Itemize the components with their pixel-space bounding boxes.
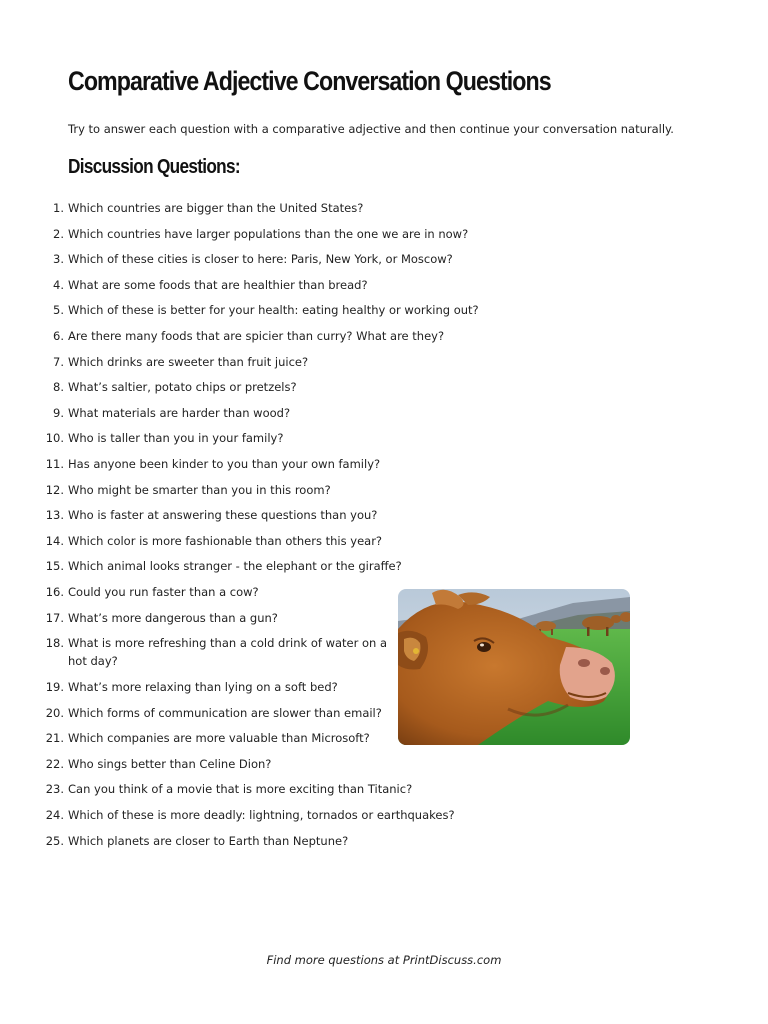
question-item bbox=[0, 225, 768, 251]
question-item bbox=[0, 199, 768, 225]
intro-text: Try to answer each question with a comparative adjective and then continue your conversation naturally. bbox=[68, 122, 674, 136]
question-number: 3. bbox=[53, 252, 64, 267]
cow-photo bbox=[398, 589, 630, 745]
question-text: Who might be smarter than you in this room? bbox=[68, 482, 331, 497]
page-title: Comparative Adjective Conversation Questions bbox=[68, 66, 551, 96]
question-item bbox=[0, 780, 768, 806]
question-text: Who sings better than Celine Dion? bbox=[68, 756, 272, 771]
question-item bbox=[0, 276, 768, 302]
question-number: 19. bbox=[45, 680, 64, 695]
footer-credit: Find more questions at PrintDiscuss.com bbox=[266, 953, 502, 967]
question-number: 14. bbox=[45, 533, 64, 548]
question-number: 24. bbox=[45, 808, 64, 823]
question-number: 16. bbox=[45, 584, 64, 599]
question-item bbox=[0, 301, 768, 327]
question-item bbox=[0, 755, 768, 781]
question-text: Which planets are closer to Earth than Neptune? bbox=[68, 833, 349, 848]
question-text: Which of these is more deadly: lightning, tornados or earthquakes? bbox=[68, 808, 455, 823]
question-item bbox=[0, 481, 768, 507]
question-number: 17. bbox=[45, 610, 64, 625]
question-item bbox=[0, 532, 768, 558]
question-text: What’s saltier, potato chips or pretzels? bbox=[68, 380, 297, 395]
section-heading: Discussion Questions: bbox=[68, 156, 240, 178]
question-number: 6. bbox=[53, 328, 64, 343]
question-item bbox=[0, 832, 768, 858]
question-text: Can you think of a movie that is more exciting than Titanic? bbox=[68, 782, 413, 797]
question-item bbox=[0, 704, 768, 730]
question-number: 13. bbox=[45, 508, 64, 523]
question-item bbox=[0, 353, 768, 379]
question-text: Which of these is better for your health: eating healthy or working out? bbox=[68, 303, 479, 318]
question-item bbox=[0, 557, 768, 583]
question-number: 9. bbox=[53, 405, 64, 420]
question-number: 22. bbox=[45, 756, 64, 771]
question-text: Has anyone been kinder to you than your own family? bbox=[68, 456, 381, 471]
question-item bbox=[0, 506, 768, 532]
question-text: Which color is more fashionable than others this year? bbox=[68, 533, 383, 548]
question-number: 20. bbox=[45, 705, 64, 720]
question-number: 8. bbox=[53, 380, 64, 395]
question-number: 21. bbox=[45, 731, 64, 746]
question-text: Could you run faster than a cow? bbox=[68, 584, 259, 599]
question-item bbox=[0, 404, 768, 430]
question-number: 12. bbox=[45, 482, 64, 497]
question-number: 25. bbox=[45, 833, 64, 848]
question-text: Which countries have larger populations than the one we are in now? bbox=[68, 226, 469, 241]
question-number: 5. bbox=[53, 303, 64, 318]
question-item bbox=[0, 429, 768, 455]
question-number: 2. bbox=[53, 226, 64, 241]
question-text: Which countries are bigger than the United States? bbox=[68, 201, 364, 215]
question-number: 10. bbox=[45, 431, 64, 446]
question-text: What are some foods that are healthier than bread? bbox=[68, 277, 368, 292]
question-text: Which animal looks stranger - the elephant or the giraffe? bbox=[68, 559, 402, 574]
question-text: Who is faster at answering these questions than you? bbox=[68, 508, 378, 523]
question-number: 1. bbox=[53, 201, 64, 215]
question-item bbox=[0, 678, 768, 704]
question-number: 23. bbox=[45, 782, 64, 797]
question-item bbox=[0, 634, 768, 678]
question-item bbox=[0, 583, 768, 609]
question-item bbox=[0, 806, 768, 832]
question-text: What’s more dangerous than a gun? bbox=[68, 610, 278, 625]
question-text: What materials are harder than wood? bbox=[68, 405, 291, 420]
question-item bbox=[0, 609, 768, 635]
question-text: Which of these cities is closer to here: Paris, New York, or Moscow? bbox=[68, 252, 453, 267]
question-text: Are there many foods that are spicier than curry? What are they? bbox=[68, 328, 445, 343]
question-number: 18. bbox=[45, 636, 64, 651]
question-list bbox=[0, 199, 768, 857]
question-number: 7. bbox=[53, 354, 64, 369]
question-text: Who is taller than you in your family? bbox=[68, 431, 284, 446]
question-item bbox=[0, 455, 768, 481]
question-text: Which companies are more valuable than Microsoft? bbox=[68, 731, 370, 746]
question-text: What’s more relaxing than lying on a soft bed? bbox=[68, 680, 338, 695]
question-number: 15. bbox=[45, 559, 64, 574]
question-number: 11. bbox=[45, 456, 64, 471]
question-text: What is more refreshing than a cold drink of water on a hot day? bbox=[68, 636, 388, 669]
question-item bbox=[0, 378, 768, 404]
question-item bbox=[0, 729, 768, 755]
question-text: Which drinks are sweeter than fruit juice? bbox=[68, 354, 309, 369]
question-text: Which forms of communication are slower than email? bbox=[68, 705, 382, 720]
question-item bbox=[0, 327, 768, 353]
question-item bbox=[0, 250, 768, 276]
question-number: 4. bbox=[53, 277, 64, 292]
